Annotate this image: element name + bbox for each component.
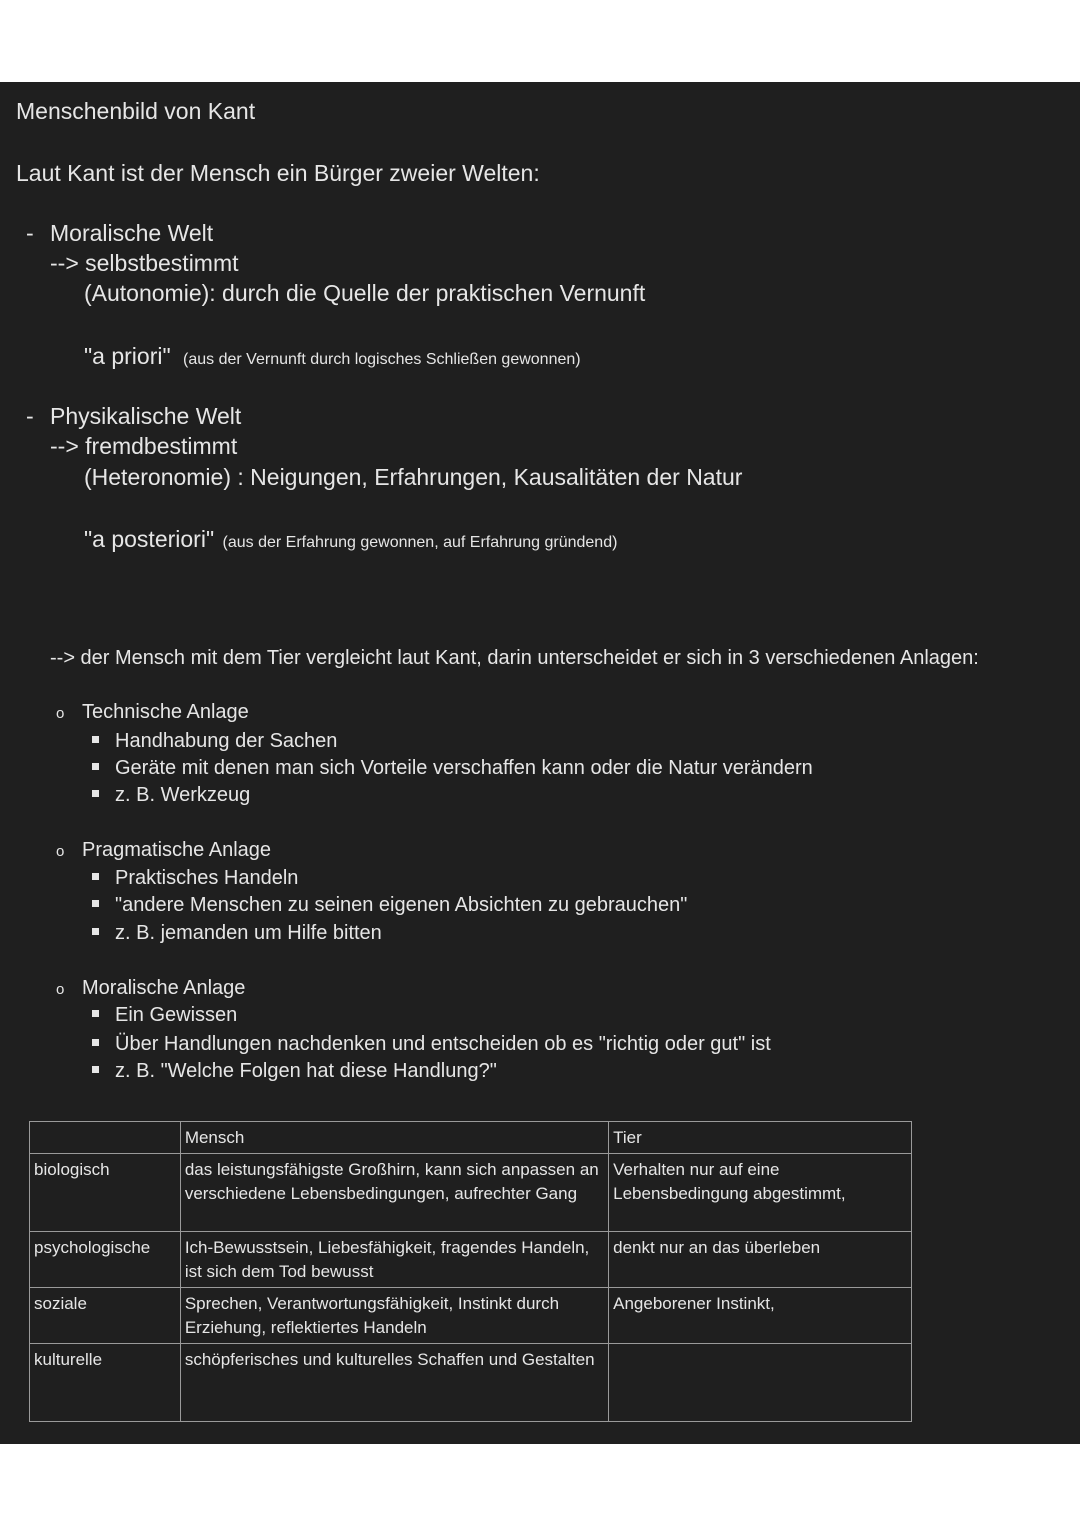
anlage-heading — [56, 839, 271, 862]
list-item — [92, 922, 382, 945]
table-cell: Ich-Bewusstsein, Liebesfähigkeit, fragendes Handeln, ist sich dem Tod bewusst — [180, 1232, 608, 1288]
table-header-cell: Tier — [609, 1122, 912, 1154]
comparison-table — [29, 1121, 912, 1422]
list-item — [92, 784, 250, 807]
table-header-cell: Mensch — [180, 1122, 608, 1154]
list-item — [92, 1004, 237, 1027]
anlage-name: Technische Anlage — [82, 701, 249, 723]
table-cell: biologisch — [30, 1154, 181, 1232]
list-item-text: Über Handlungen nachdenken und entscheiden ob es "richtig oder gut" ist — [115, 1033, 771, 1055]
list-item-text: Ein Gewissen — [115, 1004, 238, 1026]
list-item — [92, 894, 687, 917]
table-cell: das leistungsfähigste Großhirn, kann sich anpassen an verschiedene Lebensbedingungen, aufrechter Gang — [180, 1154, 608, 1232]
table-cell: Sprechen, Verantwortungsfähigkeit, Instinkt durch Erziehung, reflektiertes Handeln — [180, 1288, 608, 1344]
circle-bullet-icon: o — [56, 843, 65, 860]
table-cell: Angeborener Instinkt, — [609, 1288, 912, 1344]
list-item — [92, 757, 813, 780]
list-item — [92, 730, 337, 753]
world-arrow-line: --> fremdbestimmt — [50, 433, 238, 459]
square-bullet-icon — [92, 790, 99, 797]
anlage-heading — [56, 701, 249, 724]
table-cell: psychologische — [30, 1232, 181, 1288]
world-term: "a priori" — [84, 343, 171, 369]
square-bullet-icon — [92, 873, 99, 880]
world-term: "a posteriori" — [84, 526, 215, 552]
anlage-name: Pragmatische Anlage — [82, 839, 272, 861]
anlage-name: Moralische Anlage — [82, 977, 246, 999]
world-heading: Moralische Welt — [50, 220, 214, 246]
list-dash: - — [26, 220, 34, 246]
comparison-intro: --> der Mensch mit dem Tier vergleicht laut Kant, darin unterscheidet er sich in 3 verschiedenen Anlagen: — [50, 647, 979, 669]
table-cell: soziale — [30, 1288, 181, 1344]
document-page — [0, 82, 1080, 1444]
list-item-text: z. B. Werkzeug — [115, 784, 251, 806]
list-dash: - — [26, 403, 34, 429]
square-bullet-icon — [92, 1010, 99, 1017]
circle-bullet-icon: o — [56, 705, 65, 722]
intro-text: Laut Kant ist der Mensch ein Bürger zweier Welten: — [16, 160, 540, 186]
table-row — [30, 1344, 912, 1422]
square-bullet-icon — [92, 736, 99, 743]
page-title: Menschenbild von Kant — [16, 98, 256, 124]
table-cell: Verhalten nur auf eine Lebensbedingung abgestimmt, — [609, 1154, 912, 1232]
square-bullet-icon — [92, 1039, 99, 1046]
list-item — [92, 1033, 771, 1056]
list-item-text: Handhabung der Sachen — [115, 730, 338, 752]
square-bullet-icon — [92, 900, 99, 907]
anlage-heading — [56, 977, 245, 1000]
world-term-note: (aus der Erfahrung gewonnen, auf Erfahrung gründend) — [222, 534, 618, 551]
world-term-line — [84, 526, 617, 553]
list-item-text: Praktisches Handeln — [115, 867, 299, 889]
table-header-cell — [30, 1122, 181, 1154]
circle-bullet-icon: o — [56, 981, 65, 998]
list-item — [92, 867, 298, 890]
table-row — [30, 1232, 912, 1288]
list-item-text: z. B. jemanden um Hilfe bitten — [115, 922, 382, 944]
world-detail: (Autonomie): durch die Quelle der praktischen Vernunft — [84, 280, 646, 306]
table-cell: schöpferisches und kulturelles Schaffen und Gestalten — [180, 1344, 608, 1422]
square-bullet-icon — [92, 763, 99, 770]
list-item-text: Geräte mit denen man sich Vorteile verschaffen kann oder die Natur verändern — [115, 757, 813, 779]
world-arrow-line: --> selbstbestimmt — [50, 250, 239, 276]
list-item-text: "andere Menschen zu seinen eigenen Absichten zu gebrauchen" — [115, 894, 688, 916]
table-cell — [609, 1344, 912, 1422]
world-heading: Physikalische Welt — [50, 403, 242, 429]
world-term-note: (aus der Vernunft durch logisches Schließen gewonnen) — [183, 351, 581, 368]
table-cell: denkt nur an das überleben — [609, 1232, 912, 1288]
square-bullet-icon — [92, 928, 99, 935]
world-detail: (Heteronomie) : Neigungen, Erfahrungen, Kausalitäten der Natur — [84, 464, 743, 490]
table-cell: kulturelle — [30, 1344, 181, 1422]
table-header-row — [30, 1122, 912, 1154]
square-bullet-icon — [92, 1066, 99, 1073]
list-item — [92, 1060, 497, 1083]
list-item-text: z. B. "Welche Folgen hat diese Handlung?" — [115, 1060, 497, 1082]
table-row — [30, 1288, 912, 1344]
world-term-line — [84, 343, 581, 370]
table-row — [30, 1154, 912, 1232]
